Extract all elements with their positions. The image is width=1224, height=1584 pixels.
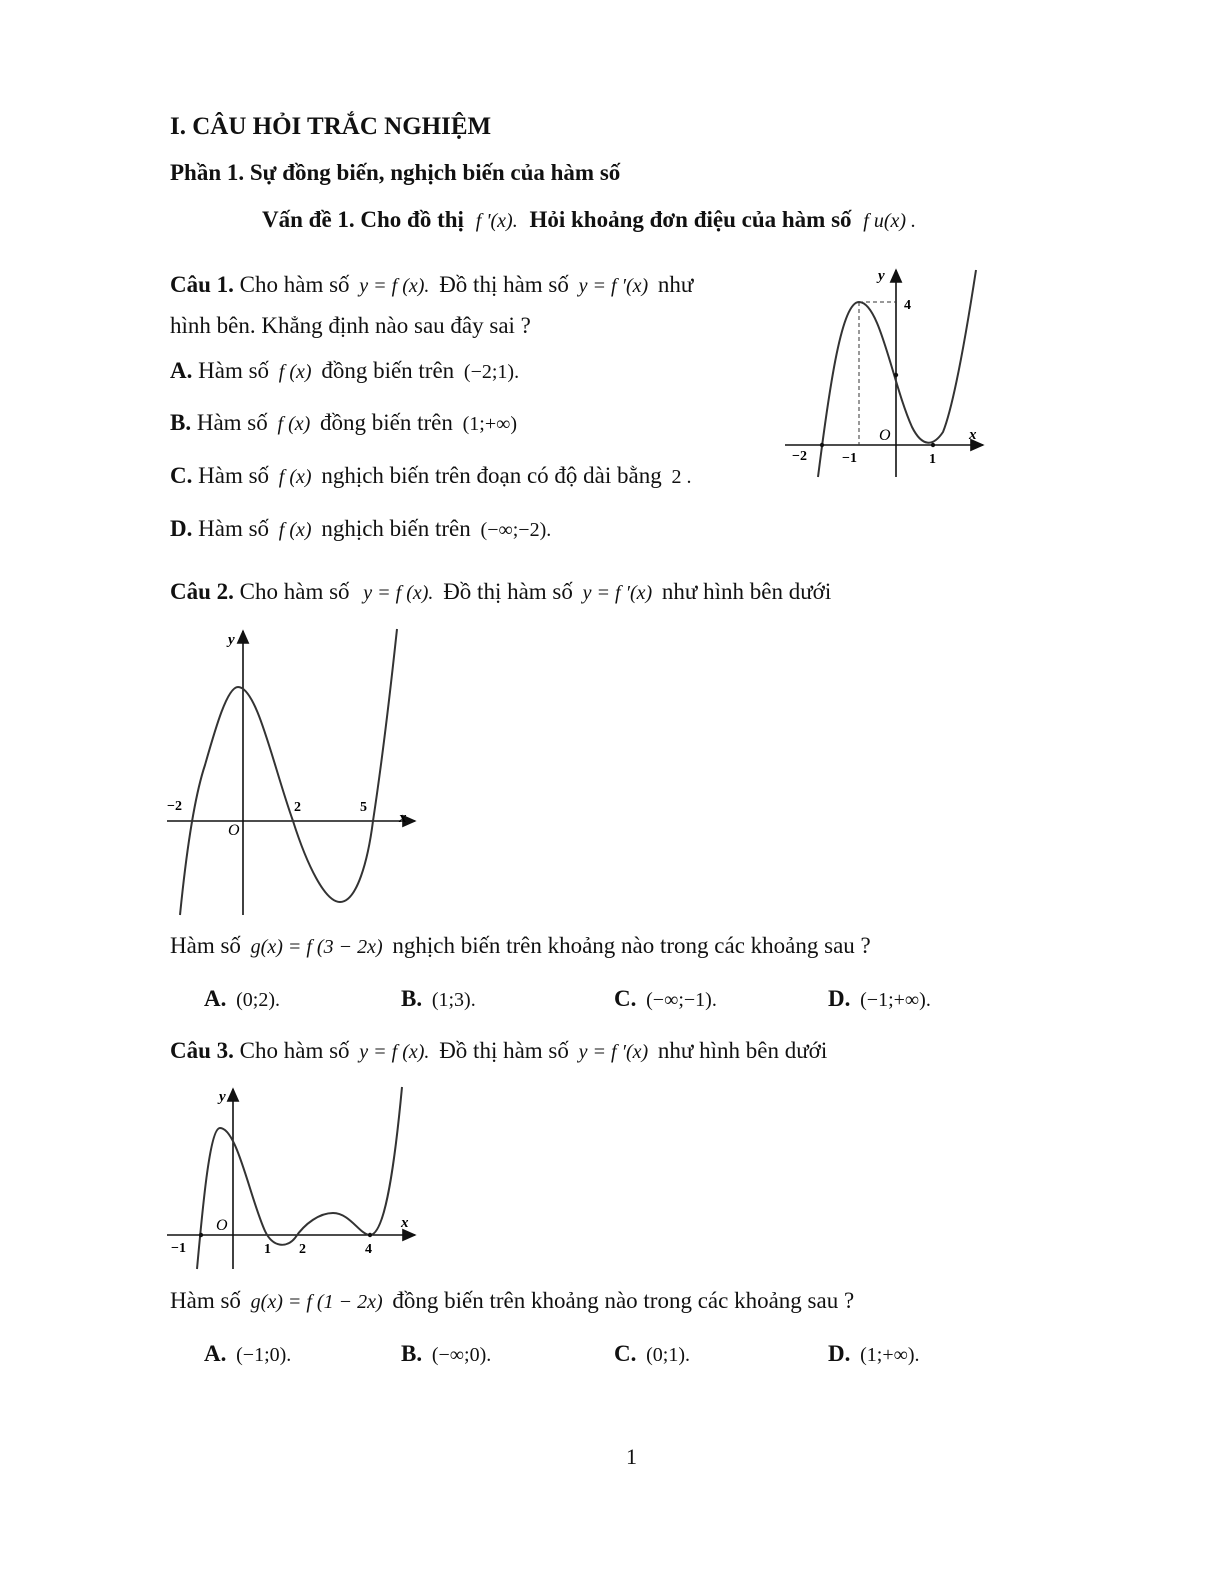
answer-letter: D. — [828, 1341, 851, 1366]
option-text: đồng biến trên — [321, 358, 455, 383]
option-function: f (x) — [278, 361, 312, 383]
q2-stem — [170, 579, 831, 605]
part-heading: Phần 1. Sự đồng biến, nghịch biến của hàm số — [170, 160, 621, 185]
origin-label: O — [216, 1217, 228, 1234]
q3-answer-b — [401, 1341, 491, 1367]
x-tick-label: −1 — [842, 451, 857, 466]
root-point — [931, 443, 935, 447]
q1-text-1: Cho hàm số — [239, 272, 350, 297]
topic-math-2: f u(x) . — [863, 210, 917, 232]
y-axis-label: y — [878, 268, 885, 284]
answer-interval: (−1;+∞). — [860, 989, 931, 1011]
answer-letter: B. — [401, 986, 423, 1011]
page-number: 1 — [626, 1444, 637, 1469]
option-letter: D. — [170, 516, 193, 541]
option-text: nghịch biến trên đoạn có độ dài bằng — [321, 463, 662, 488]
y-tick-label: 4 — [904, 298, 911, 313]
option-function: f (x) — [278, 466, 312, 488]
answer-interval: (−∞;0). — [431, 1344, 492, 1366]
x-axis-label: x — [969, 427, 977, 443]
x-tick-label: −2 — [167, 799, 182, 814]
answer-interval: (−1;0). — [236, 1344, 292, 1366]
answer-interval: (−∞;−1). — [646, 989, 717, 1011]
option-text: Hàm số — [198, 463, 270, 488]
q1-math-1: y = f (x). — [359, 275, 430, 297]
q1-stem — [170, 272, 693, 298]
q2-text-1: Cho hàm số — [239, 579, 350, 604]
answer-interval: (1;+∞). — [860, 1344, 920, 1366]
origin-label: O — [879, 427, 891, 444]
option-text: nghịch biến trên — [321, 516, 471, 541]
x-tick-label: 2 — [294, 800, 301, 815]
answer-letter: A. — [204, 986, 227, 1011]
q1-stem-line-2: hình bên. Khẳng định nào sau đây sai ? — [170, 313, 531, 338]
q1-option-a — [170, 358, 519, 384]
x-tick-label: 2 — [299, 1242, 306, 1257]
q1-derivative-graph — [780, 262, 995, 484]
answer-interval: (1;3). — [431, 989, 476, 1011]
q2-answer-c — [614, 986, 717, 1012]
q3-label: Câu 3. — [170, 1038, 234, 1063]
q3-ask-pre: Hàm số — [170, 1288, 241, 1313]
q3-answer-d — [828, 1341, 920, 1367]
topic-middle: Hỏi khoảng đơn điệu của hàm số — [529, 207, 852, 232]
q3-math-2: y = f ′(x) — [578, 1041, 649, 1063]
section-heading: I. CÂU HỎI TRẮC NGHIỆM — [170, 113, 492, 140]
q1-option-b — [170, 410, 517, 436]
answer-letter: C. — [614, 986, 637, 1011]
option-letter: B. — [170, 410, 192, 435]
option-text: Hàm số — [198, 516, 270, 541]
q1-math-2: y = f ′(x) — [578, 275, 649, 297]
q3-derivative-graph — [165, 1083, 420, 1271]
q2-math-1: y = f (x). — [363, 582, 434, 604]
origin-label: O — [228, 822, 240, 839]
option-letter: A. — [170, 358, 193, 383]
root-point — [199, 1233, 203, 1237]
answer-letter: D. — [828, 986, 851, 1011]
answer-letter: B. — [401, 1341, 423, 1366]
q3-answer-c — [614, 1341, 690, 1367]
option-letter: C. — [170, 463, 193, 488]
option-function: f (x) — [277, 413, 311, 435]
x-tick-label: −1 — [171, 1241, 186, 1256]
q3-ask — [170, 1288, 854, 1314]
option-interval: (−2;1). — [463, 361, 520, 383]
q2-derivative-graph — [165, 625, 420, 917]
option-function: f (x) — [278, 519, 312, 541]
q3-math-1: y = f (x). — [359, 1041, 430, 1063]
q3-text-3: như hình bên dưới — [657, 1038, 828, 1063]
topic-math-1: f '(x). — [475, 210, 518, 232]
q2-answer-a — [204, 986, 280, 1012]
q2-ask-pre: Hàm số — [170, 933, 241, 958]
q3-ask-post: đồng biến trên khoảng nào trong các khoảng sau ? — [392, 1288, 855, 1313]
q1-text-3: như — [657, 272, 694, 297]
root-point — [368, 1233, 372, 1237]
x-tick-label: 4 — [365, 1242, 372, 1257]
q2-math-2: y = f ′(x) — [582, 582, 653, 604]
option-value: 2 . — [671, 466, 692, 488]
option-interval: (1;+∞) — [462, 413, 518, 435]
q3-text-2: Đồ thị hàm số — [439, 1038, 569, 1063]
x-tick-label: 1 — [264, 1242, 271, 1257]
x-tick-label: −2 — [792, 449, 807, 464]
x-axis-label: x — [401, 1215, 409, 1231]
intercept-point — [894, 373, 898, 377]
option-text: Hàm số — [196, 410, 268, 435]
derivative-curve — [180, 629, 397, 915]
q1-label: Câu 1. — [170, 272, 234, 297]
q2-answer-b — [401, 986, 476, 1012]
option-interval: (−∞;−2). — [480, 519, 552, 541]
q3-text-1: Cho hàm số — [239, 1038, 350, 1063]
q2-text-2: Đồ thị hàm số — [443, 579, 573, 604]
option-text: Hàm số — [198, 358, 270, 383]
answer-interval: (0;1). — [646, 1344, 691, 1366]
x-tick-label: 5 — [360, 800, 367, 815]
y-axis-label: y — [228, 632, 235, 648]
answer-letter: A. — [204, 1341, 227, 1366]
q1-text-2: Đồ thị hàm số — [439, 272, 569, 297]
q2-ask-post: nghịch biến trên khoảng nào trong các khoảng sau ? — [392, 933, 871, 958]
option-text: đồng biến trên — [320, 410, 453, 435]
q2-text-3: như hình bên dưới — [661, 579, 832, 604]
x-axis-label: x — [399, 810, 407, 826]
q3-answer-a — [204, 1341, 291, 1367]
q1-option-c — [170, 463, 692, 489]
x-tick-label: 1 — [929, 452, 936, 467]
q2-ask — [170, 933, 871, 959]
q3-stem — [170, 1038, 827, 1064]
answer-letter: C. — [614, 1341, 637, 1366]
q3-ask-math: g(x) = f (1 − 2x) — [250, 1291, 383, 1313]
y-axis-label: y — [219, 1089, 226, 1105]
q2-label: Câu 2. — [170, 579, 234, 604]
topic-label: Vấn đề 1. Cho đồ thị — [262, 207, 464, 232]
q2-answer-d — [828, 986, 931, 1012]
answer-interval: (0;2). — [236, 989, 281, 1011]
q2-ask-math: g(x) = f (3 − 2x) — [250, 936, 383, 958]
root-point — [820, 443, 824, 447]
q1-option-d — [170, 516, 551, 542]
topic-heading — [262, 207, 916, 233]
